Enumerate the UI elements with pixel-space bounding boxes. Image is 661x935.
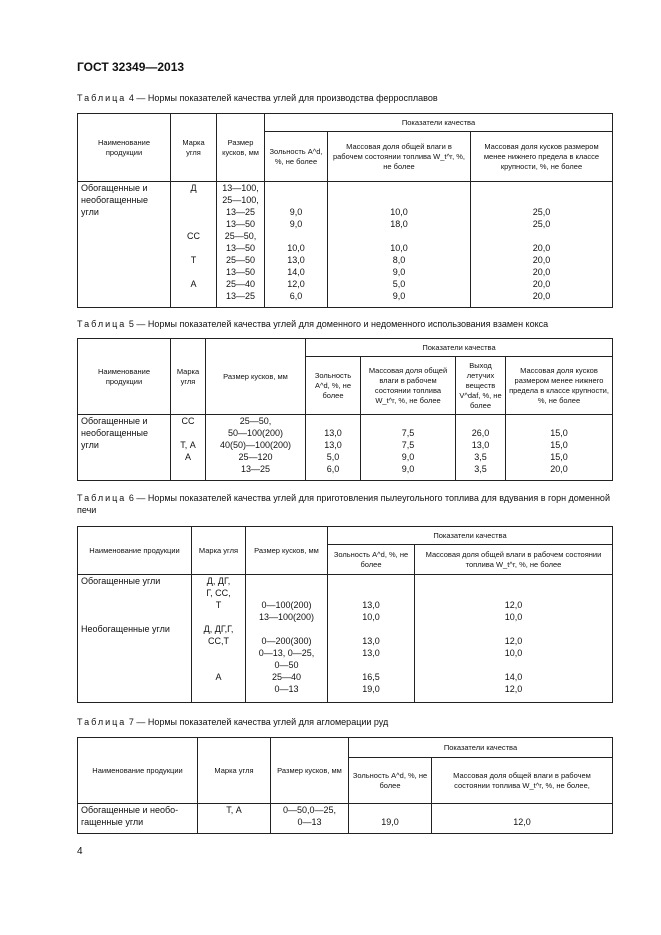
col-header-indicators: Показатели качества <box>306 339 613 357</box>
col-header-moisture: Массовая доля общей влаги в рабочем состоянии топлива W_t^r, %, не более <box>361 357 456 415</box>
table-6 <box>77 526 613 703</box>
document-header: ГОСТ 32349—2013 <box>77 60 185 74</box>
col-header-brand: Марка угля <box>171 114 217 182</box>
cell-fines: 15,0 15,0 15,0 20,0 <box>506 415 613 481</box>
table-5 <box>77 338 613 481</box>
table-5-caption: Таблица 5 — Нормы показателей качества углей для доменного и недоменного использования взамен кокса <box>77 319 549 329</box>
col-header-ash: Зольность A^d, %, не более <box>328 545 415 575</box>
cell-name: Обогащенные и необогащенные угли <box>78 415 171 481</box>
col-header-moisture: Массовая доля общей влаги в рабочем состоянии топлива W_t^r, %, не более, <box>432 758 613 804</box>
cell-ash: 9,0 9,0 10,0 13,0 14,0 12,0 6,0 <box>265 182 328 308</box>
cell-moisture: 7,5 7,5 9,0 9,0 <box>361 415 456 481</box>
col-header-ash: Зольность A^d, %, не более <box>306 357 361 415</box>
cell-name: Обогащенные и необо- гащенные угли <box>78 804 198 834</box>
cell-size: 0—100(200) 13—100(200) 0—200(300) 0—13, 0—25, 0—50 25—40 0—13 <box>246 575 328 703</box>
cell-fines: 25,0 25,0 20,0 20,0 20,0 20,0 20,0 <box>471 182 613 308</box>
table-7-caption: Таблица 7 — Нормы показателей качества углей для агломерации руд <box>77 717 389 727</box>
col-header-name: Наименование продукции <box>78 738 198 804</box>
table-7 <box>77 737 613 834</box>
cell-brand: Д СС Т А <box>171 182 217 308</box>
col-header-name: Наименование продукции <box>78 114 171 182</box>
col-header-name: Наименование продукции <box>78 339 171 415</box>
cell-ash: 19,0 <box>349 804 432 834</box>
cell-size: 25—50, 50—100(200) 40(50)—100(200) 25—120 13—25 <box>206 415 306 481</box>
cell-moisture: 12,0 10,0 12,0 10,0 14,0 12,0 <box>415 575 613 703</box>
col-header-name: Наименование продукции <box>78 527 192 575</box>
cell-moisture: 12,0 <box>432 804 613 834</box>
cell-name: Обогащенные угли Необогащенные угли <box>78 575 192 703</box>
page-number: 4 <box>77 846 83 857</box>
cell-size: 13—100, 25—100, 13—25 13—50 25—50, 13—50 25—50 13—50 25—40 13—25 <box>217 182 265 308</box>
cell-size: 0—50,0—25, 0—13 <box>271 804 349 834</box>
cell-ash: 13,0 10,0 13,0 13,0 16,5 19,0 <box>328 575 415 703</box>
col-header-indicators: Показатели качества <box>328 527 613 545</box>
col-header-ash: Зольность A^d, %, не более <box>265 132 328 182</box>
cell-volatile: 26,0 13,0 3,5 3,5 <box>456 415 506 481</box>
col-header-fines: Массовая доля кусков размером менее нижнего предела в классе крупности, %, не более <box>471 132 613 182</box>
col-header-indicators: Показатели качества <box>265 114 613 132</box>
cell-ash: 13,0 13,0 5,0 6,0 <box>306 415 361 481</box>
table-4-caption: Таблица 4 — Нормы показателей качества углей для производства ферросплавов <box>77 93 438 103</box>
col-header-moisture: Массовая доля общей влаги в рабочем состоянии топлива W_t^r, %, не более <box>328 132 471 182</box>
cell-brand: СС Т, А А <box>171 415 206 481</box>
cell-brand: Д, ДГ, Г, СС, Т Д, ДГ,Г, СС,Т А <box>192 575 246 703</box>
table-4 <box>77 113 613 308</box>
table-6-caption: Таблица 6 — Нормы показателей качества углей для приготовления пылеугольного топлива для вдувания в горн доменной печи <box>77 493 610 515</box>
cell-name: Обогащенные и необогащенные угли <box>78 182 171 308</box>
col-header-size: Размер кусков, мм <box>246 527 328 575</box>
col-header-size: Размер кусков, мм <box>271 738 349 804</box>
col-header-ash: Зольность A^d, %, не более <box>349 758 432 804</box>
col-header-size: Размер кусков, мм <box>206 339 306 415</box>
col-header-volatile: Выход летучих веществ V^daf, %, не более <box>456 357 506 415</box>
col-header-brand: Марка угля <box>171 339 206 415</box>
col-header-fines: Массовая доля кусков размером менее нижнего предела в классе крупности, %, не более <box>506 357 613 415</box>
cell-brand: Т, А <box>198 804 271 834</box>
cell-moisture: 10,0 18,0 10,0 8,0 9,0 5,0 9,0 <box>328 182 471 308</box>
col-header-brand: Марка угля <box>192 527 246 575</box>
col-header-size: Размер кусков, мм <box>217 114 265 182</box>
col-header-moisture: Массовая доля общей влаги в рабочем состоянии топлива W_t^r, %, не более <box>415 545 613 575</box>
col-header-brand: Марка угля <box>198 738 271 804</box>
col-header-indicators: Показатели качества <box>349 738 613 758</box>
